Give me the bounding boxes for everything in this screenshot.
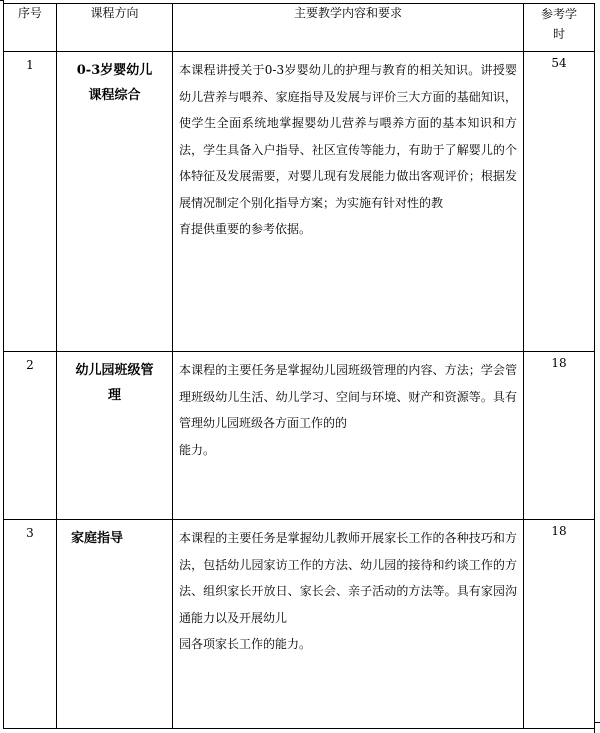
- row-direction: 幼儿园班级管理: [57, 352, 173, 520]
- row-content-last-line: 能力。: [179, 442, 216, 457]
- row-direction: 家庭指导: [57, 520, 173, 729]
- row-hours: 54: [524, 52, 595, 352]
- row-direction: 0-3岁婴幼儿课程综合: [57, 52, 173, 352]
- row-content-text: 本课程的主要任务是掌握幼儿教师开展家长工作的各种技巧和方法，包括幼儿园家访工作的方法、幼儿园的接待和约谈工作的方法、组织家长开放日、家长会、亲子活动的方法等。具有家园沟通能力以及开展幼儿: [179, 531, 517, 625]
- header-index: 序号: [4, 4, 57, 52]
- row-index: 3: [4, 520, 57, 729]
- row-content-last-line: 育提供重要的参考依据。: [179, 222, 312, 236]
- header-content: 主要教学内容和要求: [173, 4, 524, 52]
- row-content-text: 本课程讲授关于0-3岁婴幼儿的护理与教育的相关知识。讲授婴幼儿营养与喂养、家庭指导及发展与评价三大方面的基础知识，使学生全面系统地掌握婴幼儿营养与喂养方面的基本知识和方法，学生具备入户指导、社区宣传等能力，有助于了解婴儿的个体特征及发展需要，对婴儿现有发展能力做出客观评价；根据发展情况制定个别化指导方案；为实施有针对性的教: [179, 63, 517, 210]
- row-content-last-line: 园各项家长工作的能力。: [179, 637, 312, 651]
- course-table: [3, 3, 595, 729]
- row-index: 1: [4, 52, 57, 352]
- row-content: [173, 520, 524, 729]
- header-direction: 课程方向: [57, 4, 173, 52]
- corner-mark: [594, 722, 600, 723]
- row-content: [173, 52, 524, 352]
- table-row: [4, 520, 595, 729]
- header-hours: 参考学时: [524, 4, 595, 52]
- row-content: [173, 352, 524, 520]
- corner-mark: [594, 722, 595, 733]
- row-content-text: 本课程的主要任务是掌握幼儿园班级管理的内容、方法；学会管理班级幼儿生活、幼儿学习、空间与环境、财产和资源等。具有管理幼儿园班级各方面工作的的: [179, 363, 517, 430]
- header-row: [4, 4, 595, 52]
- table-row: [4, 52, 595, 352]
- row-hours: 18: [524, 520, 595, 729]
- row-index: 2: [4, 352, 57, 520]
- row-hours: 18: [524, 352, 595, 520]
- table-row: [4, 352, 595, 520]
